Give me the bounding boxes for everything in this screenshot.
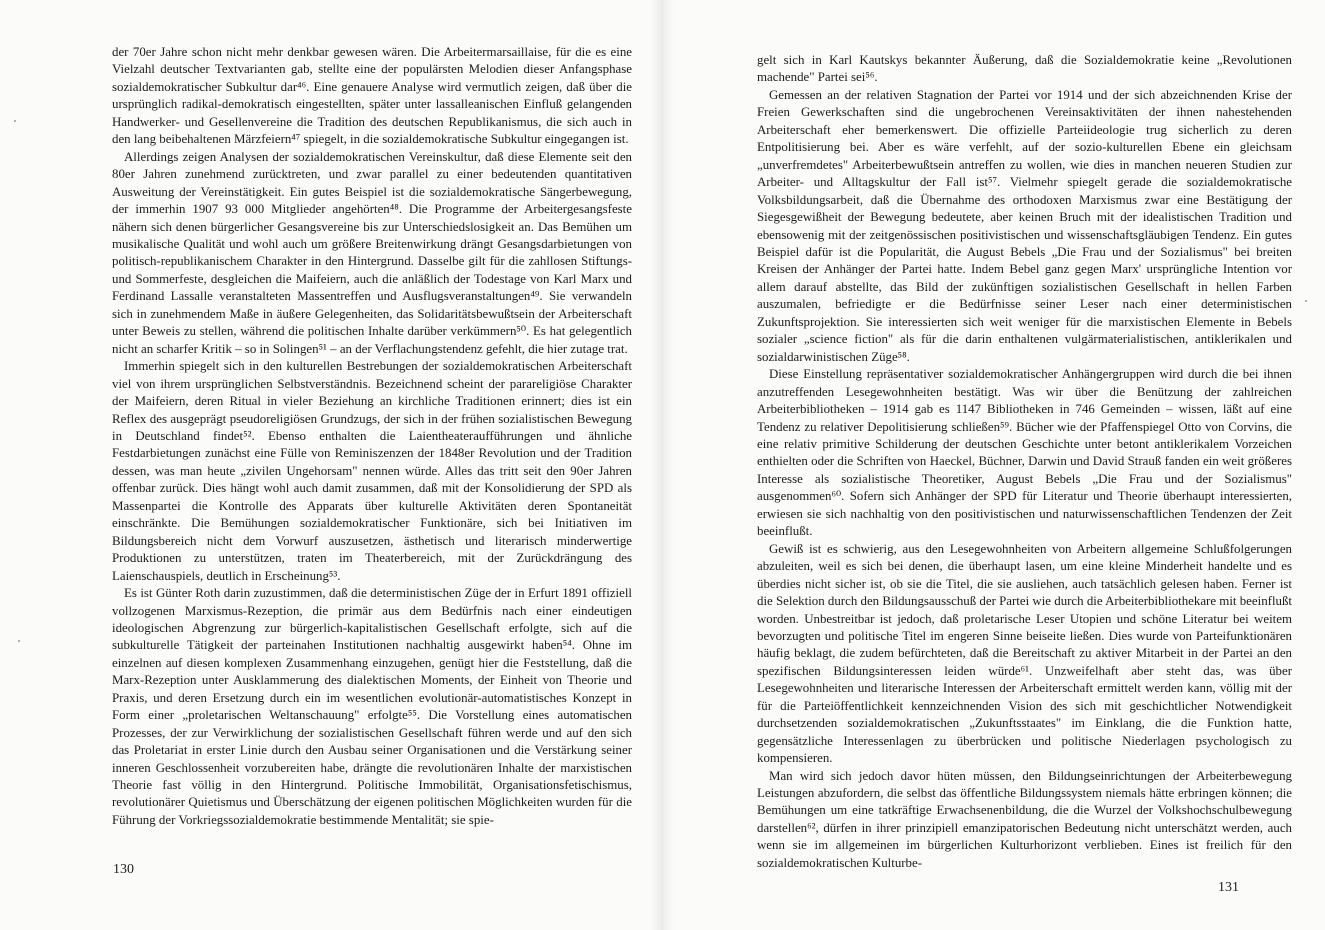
left-paragraph-1: der 70er Jahre schon nicht mehr denkbar gewesen wären. Die Arbeitermarsaillaise, für die es eine Vielzahl deutscher Textvarianten gab, stellte eine der populärsten Melodien dieser Anfangsphase sozialdemokratischer Subkultur dar⁴⁶. Eine genauere Analyse wird vermutlich zeigen, daß über die ursprünglich radikal-demokratisch eingestellten, später unter lassalleanischen Einfluß gelangenden Handwerker- und Gesellenvereine die Tradition des deutschen Republikanismus, die sich auch in den lang beibehaltenen Märzfeiern⁴⁷ spiegelt, in die sozialdemokratische Subkultur eingegangen ist.	[112, 45, 632, 147]
left-page	[0, 0, 662, 930]
left-paragraph-3: Immerhin spiegelt sich in den kulturellen Bestrebungen der sozialdemokratischen Arbeiterschaft viel von ihrem ursprünglichen Selbstverständnis. Bezeichnend scheint der parareligiöse Charakter der Maifeiern, deren Ritual in vieler Beziehung an kirchliche Traditionen erinnert; dies ist ein Reflex des ausgeprägt pseudoreligiösen Grundzugs, der sich in der frühen sozialistischen Bewegung in Deutschland findet⁵². Ebenso enthalten die Laientheateraufführungen und ähnliche Festdarbietungen zunächst eine Fülle von Reminiszenzen der 1848er Revolution und der Tradition dessen, was man heute „zivilen Ungehorsam" nennen würde. Alles das tritt seit den 90er Jahren offenbar zurück. Dies hängt wohl auch damit zusammen, daß mit der Konsolidierung der SPD als Massenpartei die Kontrolle des Apparats über kulturelle Aktivitäten deren Spontaneität einschränkte. Die Bemühungen sozialdemokratischer Funktionäre, sich bei Initiativen im Bildungsbereich nicht dem Vorwurf auszusetzen, ästhetisch und literarisch minderwertige Produktionen zu unterstützen, traten im Theaterbereich, mit der Zurückdrängung des Laienschauspiels, deutlich in Erscheinung⁵³.	[112, 359, 632, 583]
right-paragraph-4: Gewiß ist es schwierig, aus den Lesegewohnheiten von Arbeitern allgemeine Schlußfolgerungen abzuleiten, weil es sich bei denen, die überhaupt lasen, um eine kleine Minderheit handelte und es überdies nicht sicher ist, ob sie die Titel, die sie ausliehen, auch tatsächlich gelesen haben. Ferner ist die Selektion durch den Bildungsausschuß der Partei wie durch die Arbeiterbibliothekare mit beeinflußt worden. Unbestreitbar ist jedoch, daß proletarische Leser Utopien und schöne Literatur bei weitem bevorzugten und politische Titel im engeren Sinne beiseite ließen. Dies wurde von Parteifunktionären häufig beklagt, die zudem befürchteten, daß die Bereitschaft zu aktiver Mitarbeit in der Partei an den spezifischen Bildungsinteressen leiden würde⁶¹. Unzweifelhaft aber steht das, was über Lesegewohnheiten und literarische Interessen der Arbeiterschaft ermittelt werden kann, völlig mit der für die Parteiöffentlichkeit kennzeichnenden Vision des sich mit geschichtlicher Notwendigkeit durchsetzenden sozialdemokratischen „Zukunftsstaates" im Einklang, die die Funktion hatte, gegensätzliche Interessenlagen zu überbrücken und politische Niederlagen psychologisch zu kompensieren.	[757, 541, 1292, 766]
right-page	[662, 0, 1325, 930]
left-page-number: 130	[113, 862, 134, 877]
right-paragraph-2: Gemessen an der relativen Stagnation der Partei vor 1914 und der sich abzeichnenden Krise der Freien Gewerkschaften sind die ungebrochenen Vereinsaktivitäten der ihnen nahestehenden Arbeiterschaft eher bemerkenswert. Die offizielle Parteiideologie trug sicherlich zu deren Entpolitisierung bei. Aber es wäre verfehlt, auf der sozio-kulturellen Ebene ein gleichsam „unverfremdetes" Arbeiterbewußtsein antreffen zu wollen, wie dies in manchen neueren Studien zur Arbeiter- und Alltagskultur der Fall ist⁵⁷. Vielmehr spiegelt gerade die sozialdemokratische Volksbildungsarbeit, daß die Übernahme des orthodoxen Marxismus zwar eine Bestätigung der Siegesgewißheit der Bewegung bedeutete, aber keinen Bruch mit der idealistischen Tradition und ebensowenig mit der zeitgenössischen positivistischen und wissenschaftsgläubigen Tendenz. Ein gutes Beispiel dafür ist die Popularität, die August Bebels „Die Frau und der Sozialismus" bei breiten Kreisen der Anhänger der Partei hatte. Indem Bebel ganz gegen Marx' ursprüngliche Intention vor allem darauf abstellte, das Bild der zukünftigen sozialistischen Gesellschaft in hellen Farben auszumalen, befriedigte er die Bedürfnisse seiner Leser nach einer deterministischen Zukunftsprojektion. Sie interessierten sich weit weniger für die marxistischen Elemente in Bebels sozialer „science fiction" als für die darin enthaltenen vulgärmaterialistischen, antiklerikalen und sozialdarwinistischen Züge⁵⁸.	[757, 87, 1292, 364]
right-page-number: 131	[1218, 880, 1239, 895]
right-page-text	[757, 52, 1292, 872]
right-paragraph-1: gelt sich in Karl Kautskys bekannter Äußerung, daß die Sozialdemokratie keine „Revolutionen machende" Partei sei⁵⁶.	[757, 53, 1292, 85]
right-paragraph-3: Diese Einstellung repräsentativer sozialdemokratischer Anhängergruppen wird durch die bei ihnen anzutreffenden Lesegewohnheiten bestätigt. Was wir über die Benützung der zahlreichen Arbeiterbibliotheken – 1914 gab es 1147 Bibliotheken in 746 Gemeinden – wissen, läßt auf eine Tendenz zu relativer Depolitisierung schließen⁵⁹. Bücher wie der Pfaffenspiegel Otto von Corvins, die eine relativ primitive Schilderung der deutschen Geschichte unter betont antiklerikalem Vorzeichen enthielten oder die Schriften von Haeckel, Büchner, Darwin und David Strauß fanden ein weit größeres Interesse als sozialistische Theoretiker, August Bebels „Die Frau und der Sozialismus" ausgenommen⁶⁰. Sofern sich Anhänger der SPD für Literatur und Theorie überhaupt interessierten, erwiesen sie sich nachhaltig von den positivistischen und naturwissenschaftlichen Tendenzen der Zeit beeinflußt.	[757, 367, 1292, 539]
right-paragraph-5: Man wird sich jedoch davor hüten müssen, den Bildungseinrichtungen der Arbeiterbewegung Leistungen abzufordern, die selbst das öffentliche Bildungssystem niemals hätte erbringen können; die Bemühungen um eine tatkräftige Erwachsenenbildung, die die Wurzel der Volkshochschulbewegung darstellen⁶², dürfen in ihrer prinzipiell emanzipatorischen Bedeutung nicht unterschätzt werden, auch wenn sie im allgemeinen im bürgerlichen Kulturhorizont verblieben. Eines ist freilich für den sozialdemokratischen Kulturbe-	[757, 768, 1292, 870]
left-paragraph-4: Es ist Günter Roth darin zuzustimmen, daß die deterministischen Züge der in Erfurt 1891 offiziell vollzogenen Marxismus-Rezeption, die primär aus dem Bedürfnis nach einer eindeutigen ideologischen Abgrenzung zur bürgerlich-kapitalistischen Gesellschaft erfolgte, sich auf die subkulturelle Tätigkeit der parteinahen Institutionen nachhaltig ausgewirkt haben⁵⁴. Ohne im einzelnen auf diesen komplexen Zusammenhang einzugehen, genügt hier die Feststellung, daß die Marx-Rezeption unter Ausklammerung des dialektischen Moments, der Einheit von Theorie und Praxis, und deren Ersetzung durch ein im wesentlichen evolutionär-automatistisches Konzept in Form einer „proletarischen Weltanschauung" erfolgte⁵⁵. Die Vorstellung eines automatischen Prozesses, der zur Verwirklichung der sozialistischen Gesellschaft führen werde und auf den sich das Proletariat in erster Linie durch den Ausbau seiner Organisationen und die Verstärkung seiner inneren Geschlossenheit vorzubereiten habe, drängte die revolutionären Inhalte der marxistischen Theorie fast völlig in den Hintergrund. Politische Immobilität, Organisationsfetischismus, revolutionärer Quietismus und Überschätzung der eigenen politischen Möglichkeiten wurden für die Führung der Vorkriegssozialdemokratie bestimmende Mentalität; sie spie-	[112, 586, 632, 827]
left-page-text	[112, 44, 632, 829]
left-paragraph-2: Allerdings zeigen Analysen der sozialdemokratischen Vereinskultur, daß diese Elemente seit den 80er Jahren zunehmend zurücktreten, und zwar parallel zu einer bedeutenden quantitativen Ausweitung der Vereinstätigkeit. Ein gutes Beispiel ist die sozialdemokratische Sängerbewegung, der immerhin 1907 93 000 Mitglieder angehörten⁴⁸. Die Programme der Arbeitergesangsfeste nähern sich denen bürgerlicher Gesangsvereine bis zur Unterschiedslosigkeit an. Das Bemühen um musikalische Qualität und wohl auch um größere Breitenwirkung drängt Gesangsdarbietungen von politisch-republikanischem Charakter in den Hintergrund. Dasselbe gilt für die zahllosen Stiftungs- und Sommerfeste, desgleichen die Maifeiern, auch die anläßlich der Todestage von Karl Marx und Ferdinand Lassalle veranstalteten Massentreffen und Ausflugsveranstaltungen⁴⁹. Sie verwandeln sich in zunehmendem Maße in äußere Gelegenheiten, das Solidaritätsbewußtsein der Arbeiterschaft unter Beweis zu stellen, während die politischen Inhalte darüber verkümmern⁵⁰. Es hat gelegentlich nicht an scharfer Kritik – so in Solingen⁵¹ – an der Verflachungstendenz gefehlt, die hier zutage trat.	[112, 149, 632, 356]
